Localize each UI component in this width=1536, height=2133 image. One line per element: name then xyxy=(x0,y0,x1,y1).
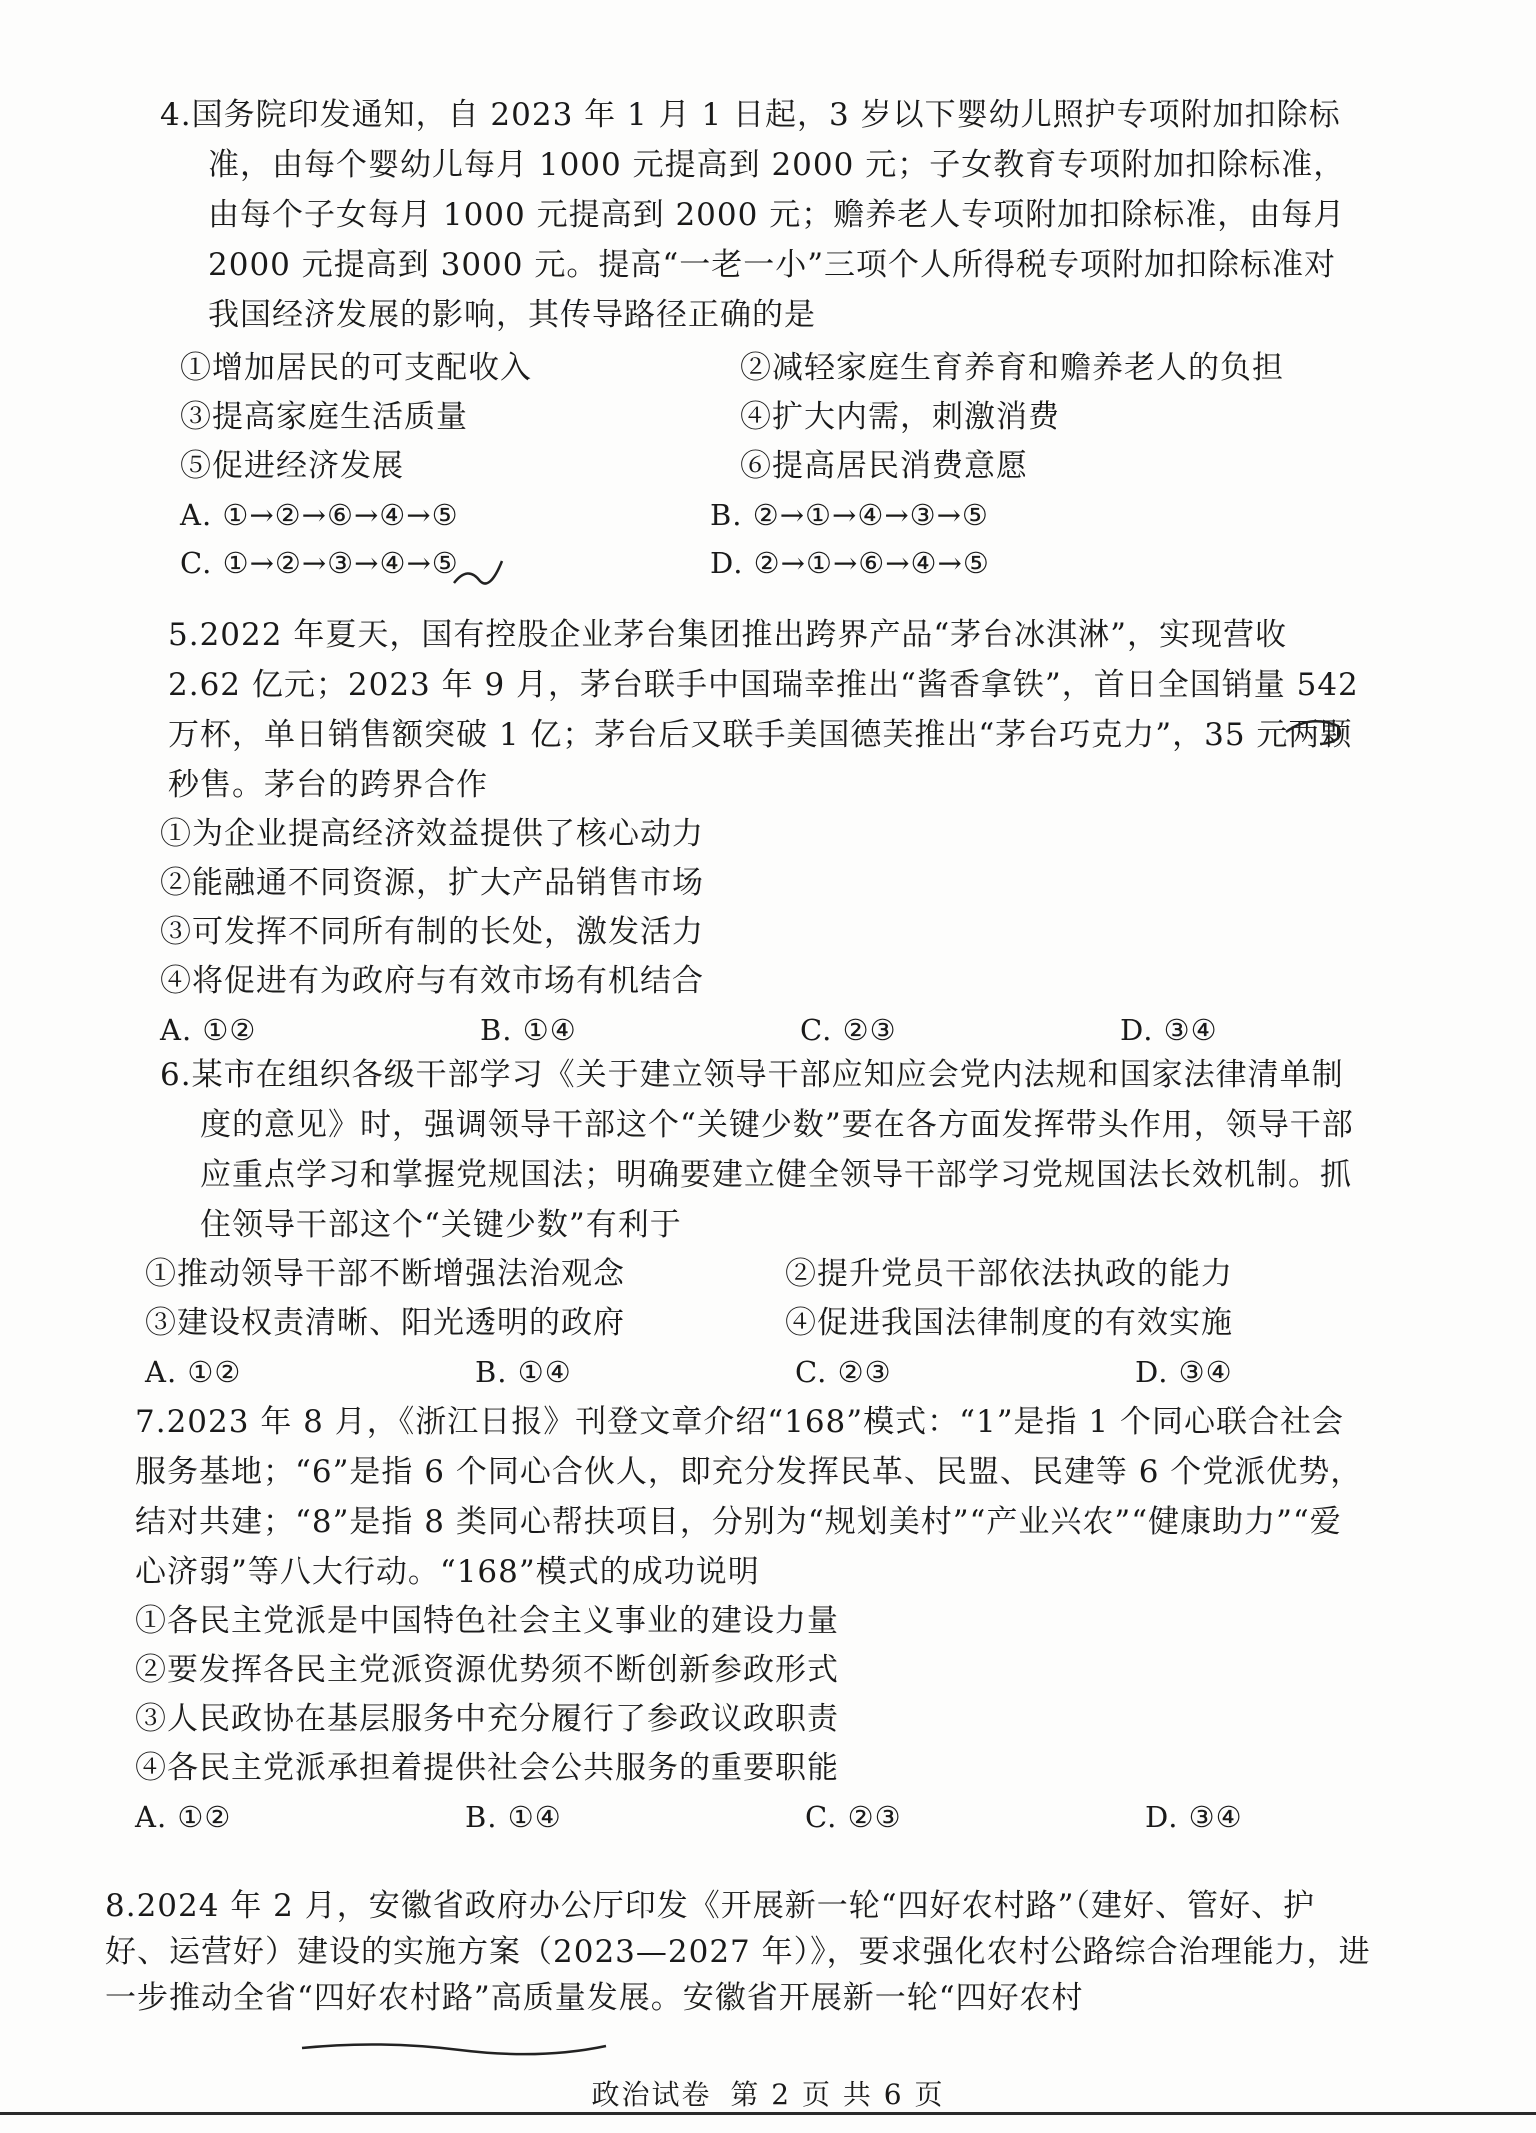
question-5-choice-c[interactable]: C. ②③ xyxy=(800,1013,897,1047)
pen-checkmark-icon xyxy=(450,555,510,595)
question-4-options xyxy=(180,344,1360,491)
question-7-choices xyxy=(135,1793,1360,1841)
question-4-stem: 4.国务院印发通知，自 2023 年 1 月 1 日起，3 岁以下婴幼儿照护专项附加扣除标准，由每个婴幼儿每月 1000 元提高到 2000 元；子女教育专项附加扣除标准，由每个子女每月 1000 元提高到 2000 元；赡养老人专项附加扣除标准，由每月 2000 元提高到 3000 元。提高“一老一小”三项个人所得税专项附加扣除标准对我国经济发展的影响，其传导路径正确的是 xyxy=(160,97,1346,333)
scan-edge-line xyxy=(0,2112,1536,2115)
question-6-stem: 6.某市在组织各级干部学习《关于建立领导干部应知应会党内法规和国家法律清单制度的意见》时，强调领导干部这个“关键少数”要在各方面发挥带头作用，领导干部应重点学习和掌握党规国法；明确要建立健全领导干部学习党规国法长效机制。抓住领导干部这个“关键少数”有利于 xyxy=(160,1057,1354,1243)
question-6-option-4: ④促进我国法律制度的有效实施 xyxy=(785,1305,1233,1341)
footer-page-number: 第 2 页 共 6 页 xyxy=(730,2078,945,2111)
question-4-choice-c[interactable]: C. ①→②→③→④→⑤ xyxy=(180,546,459,580)
question-4-option-6: ⑥提高居民消费意愿 xyxy=(740,448,1028,484)
question-5-options xyxy=(160,810,1360,1006)
question-7 xyxy=(135,1397,1363,1841)
question-4-option-1: ①增加居民的可支配收入 xyxy=(180,350,532,386)
question-5-option-3: ③可发挥不同所有制的长处，激发活力 xyxy=(160,914,704,950)
question-8-stem: 8.2024 年 2 月，安徽省政府办公厅印发《开展新一轮“四好农村路”（建好、管好、护好、运营好）建设的实施方案（2023—2027 年）》，要求强化农村公路综合治理能力，进一步推动全省“四好农村路”高质量发展。安徽省开展新一轮“四好农村 xyxy=(105,1888,1371,2016)
question-4-option-2: ②减轻家庭生育养育和赡养老人的负担 xyxy=(740,350,1284,386)
question-5-option-2: ②能融通不同资源，扩大产品销售市场 xyxy=(160,865,704,901)
pen-circle-icon xyxy=(1280,712,1350,752)
question-6-choice-c[interactable]: C. ②③ xyxy=(795,1355,892,1389)
question-7-choice-b[interactable]: B. ①④ xyxy=(465,1800,562,1834)
question-4-choice-b[interactable]: B. ②→①→④→③→⑤ xyxy=(710,498,989,532)
question-6-choices xyxy=(145,1348,1360,1396)
question-6-options xyxy=(145,1250,1360,1348)
question-4-choices xyxy=(180,491,1360,587)
question-7-option-1: ①各民主党派是中国特色社会主义事业的建设力量 xyxy=(135,1603,839,1639)
question-6-option-2: ②提升党员干部依法执政的能力 xyxy=(785,1256,1233,1292)
question-7-choice-a[interactable]: A. ①② xyxy=(135,1800,232,1834)
question-5 xyxy=(160,610,1360,1054)
question-4-option-3: ③提高家庭生活质量 xyxy=(180,399,468,435)
question-8 xyxy=(105,1883,1371,2021)
question-5-option-1: ①为企业提高经济效益提供了核心动力 xyxy=(160,816,704,852)
question-6 xyxy=(145,1050,1360,1396)
question-6-option-1: ①推动领导干部不断增强法治观念 xyxy=(145,1256,625,1292)
question-7-option-4: ④各民主党派承担着提供社会公共服务的重要职能 xyxy=(135,1750,839,1786)
question-7-option-3: ③人民政协在基层服务中充分履行了参政议政职责 xyxy=(135,1701,839,1737)
question-7-options xyxy=(135,1597,1360,1793)
page-footer xyxy=(0,2073,1536,2113)
question-7-stem: 7.2023 年 8 月，《浙江日报》刊登文章介绍“168”模式：“1”是指 1 个同心联合社会服务基地；“6”是指 6 个同心合伙人，即充分发挥民革、民盟、民建等 6 个党派优势，结对共建；“8”是指 8 类同心帮扶项目，分别为“规划美村”“产业兴农”“健康助力”“爱心济弱”等八大行动。“168”模式的成功说明 xyxy=(135,1404,1363,1590)
question-4-choice-a[interactable]: A. ①→②→⑥→④→⑤ xyxy=(180,498,459,532)
question-5-choice-d[interactable]: D. ③④ xyxy=(1120,1013,1218,1047)
question-5-choices xyxy=(160,1006,1360,1054)
question-4 xyxy=(160,90,1360,587)
question-6-choice-a[interactable]: A. ①② xyxy=(145,1355,242,1389)
question-4-option-5: ⑤促进经济发展 xyxy=(180,448,404,484)
question-7-choice-d[interactable]: D. ③④ xyxy=(1145,1800,1243,1834)
question-5-choice-a[interactable]: A. ①② xyxy=(160,1013,257,1047)
question-7-choice-c[interactable]: C. ②③ xyxy=(805,1800,902,1834)
question-4-choice-d[interactable]: D. ②→①→⑥→④→⑤ xyxy=(710,546,990,580)
footer-subject: 政治试卷 xyxy=(591,2078,712,2111)
question-6-option-3: ③建设权责清晰、阳光透明的政府 xyxy=(145,1305,625,1341)
question-5-option-4: ④将促进有为政府与有效市场有机结合 xyxy=(160,963,704,999)
pen-underline-icon xyxy=(300,2038,610,2058)
question-7-option-2: ②要发挥各民主党派资源优势须不断创新参政形式 xyxy=(135,1652,839,1688)
question-6-choice-d[interactable]: D. ③④ xyxy=(1135,1355,1233,1389)
question-6-choice-b[interactable]: B. ①④ xyxy=(475,1355,572,1389)
question-4-option-4: ④扩大内需，刺激消费 xyxy=(740,399,1060,435)
question-5-stem: 5.2022 年夏天，国有控股企业茅台集团推出跨界产品“茅台冰淇淋”，实现营收 2.62 亿元；2023 年 9 月，茅台联手中国瑞幸推出“酱香拿铁”，首日全国销量 542 万杯，单日销售额突破 1 亿；茅台后又联手美国德芙推出“茅台巧克力”，35 元两颗秒售。茅台的跨界合作 xyxy=(168,617,1359,803)
question-5-choice-b[interactable]: B. ①④ xyxy=(480,1013,577,1047)
